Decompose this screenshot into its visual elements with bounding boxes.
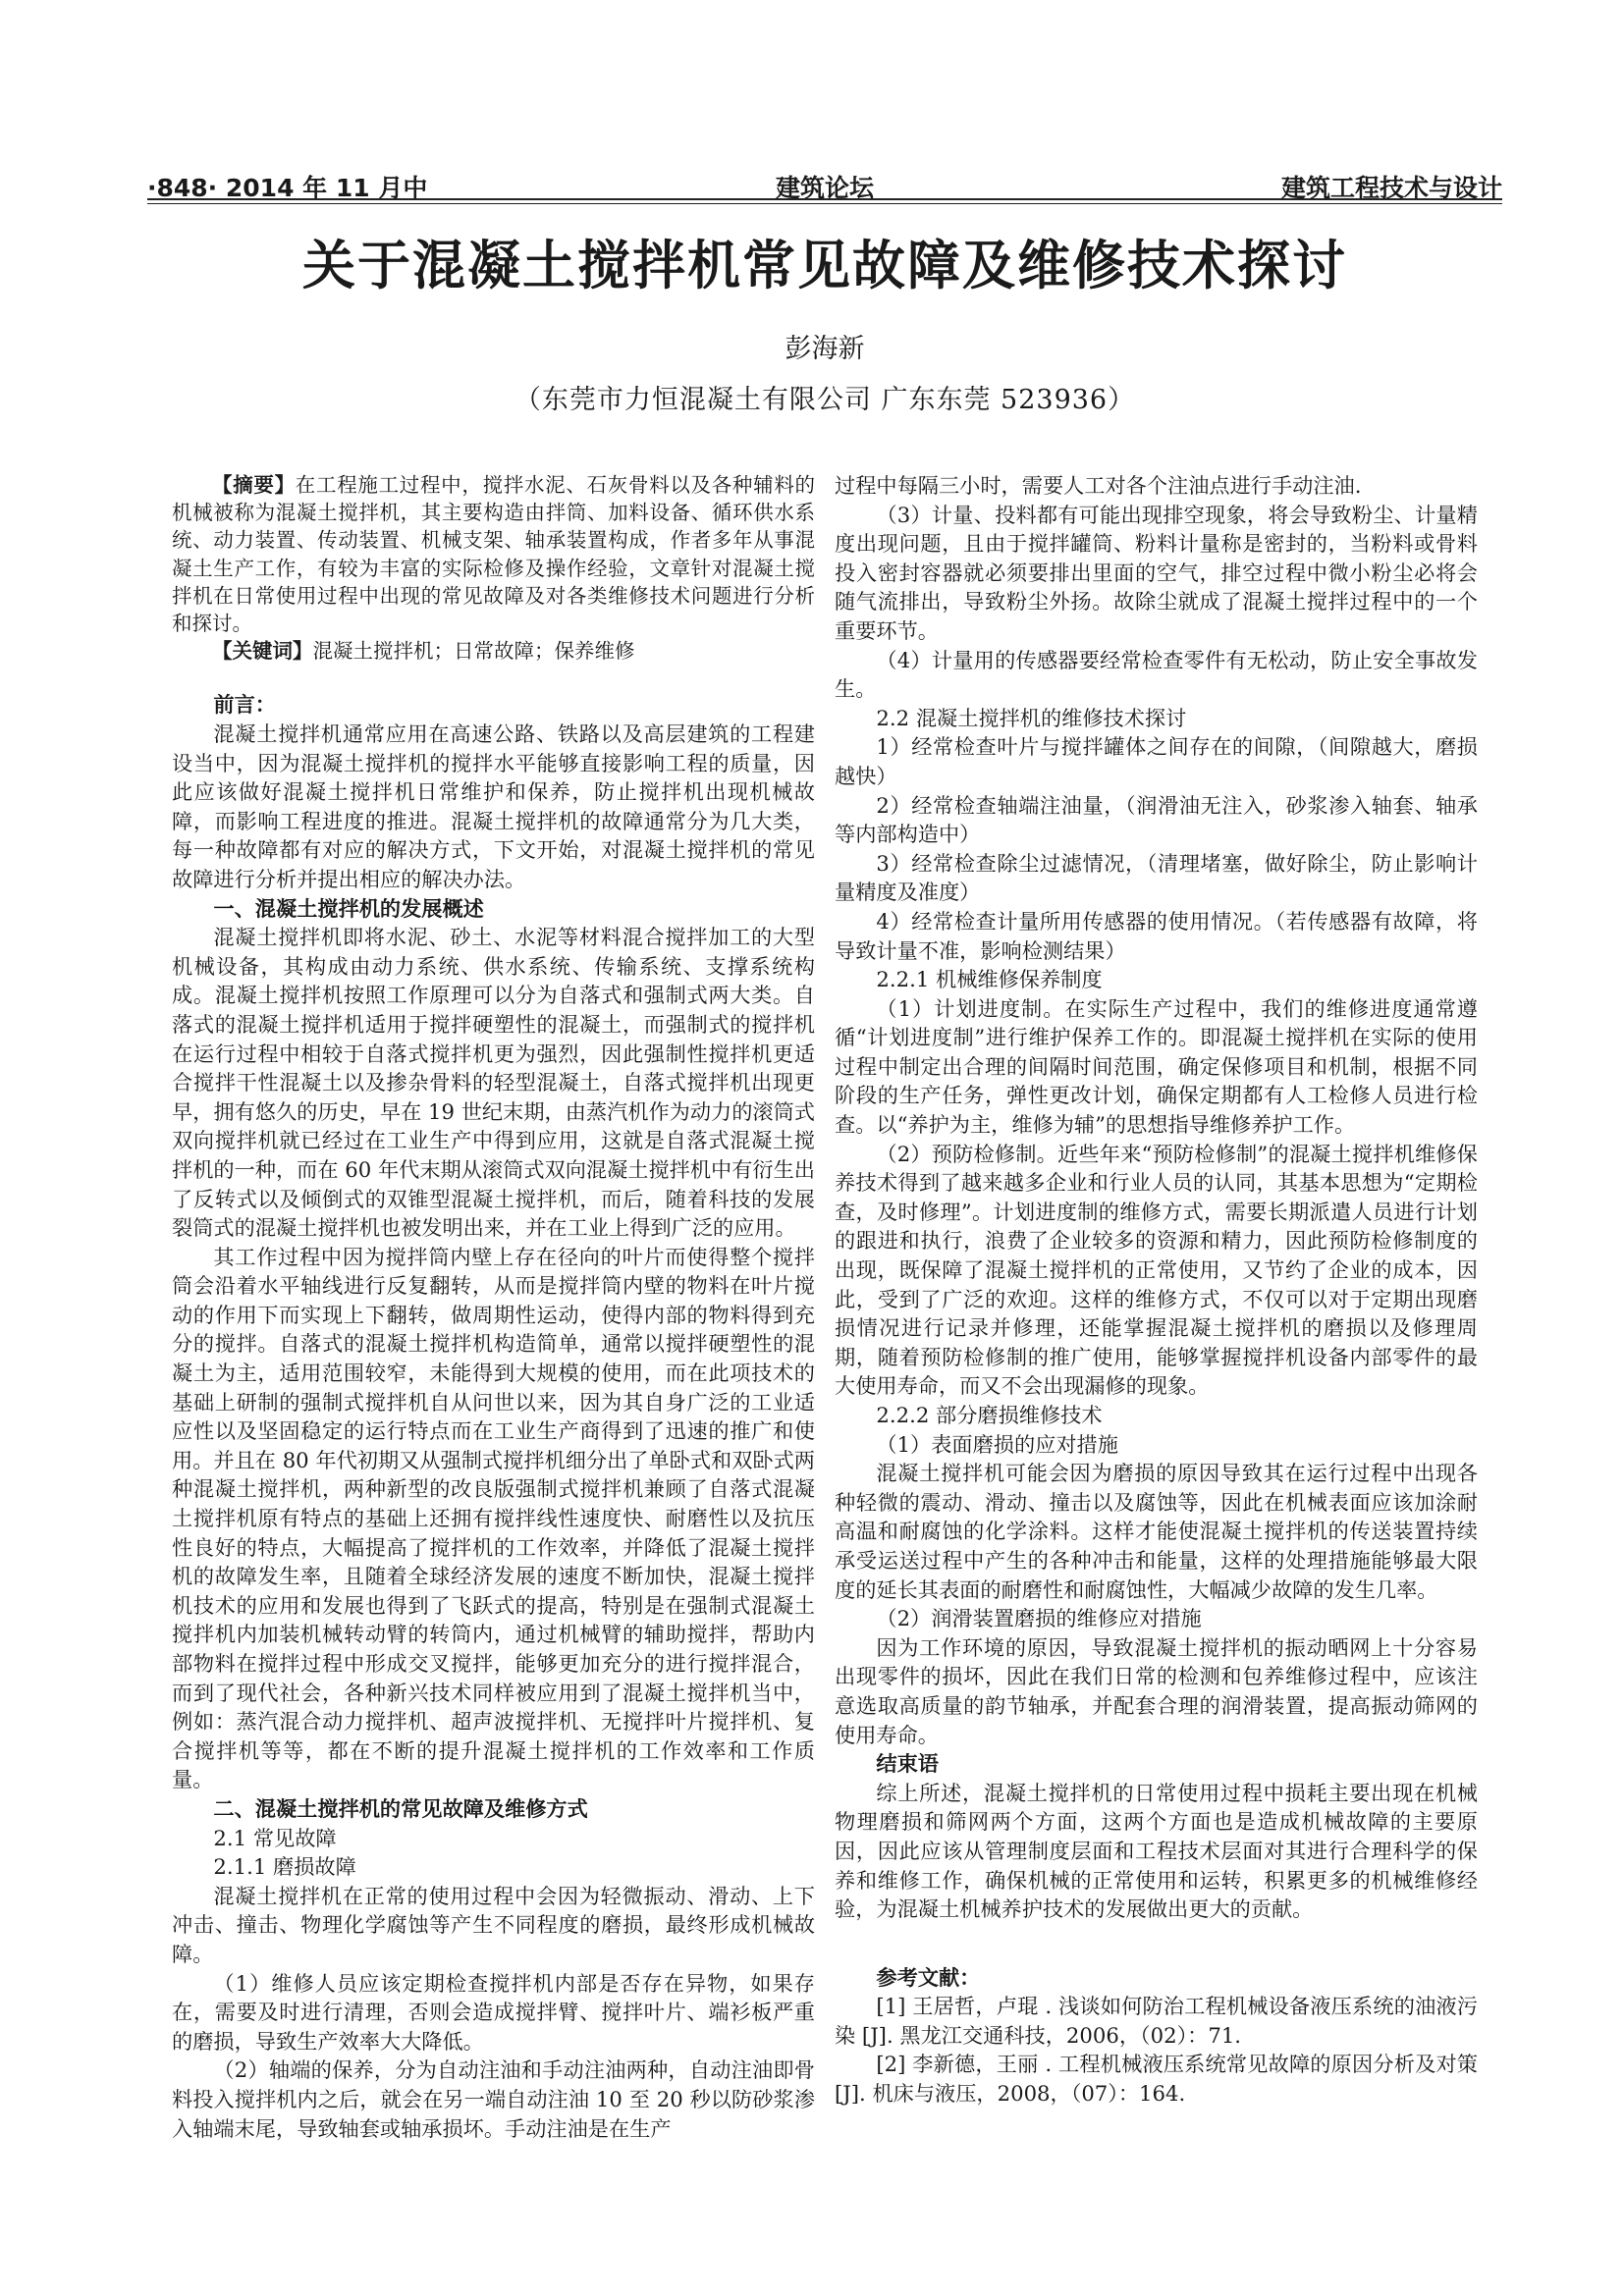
paragraph: （2）润滑装置磨损的维修应对措施	[876, 1606, 1202, 1631]
keywords-text: 混凝土搅拌机；日常故障；保养维修	[312, 639, 635, 664]
header-rule-thin	[147, 203, 1502, 204]
paragraph: 混凝土搅拌机即将水泥、砂土、水泥等材料混合搅拌加工的大型机械设备，其构成由动力系统、供水系统、传输系统、支撑系统构成。混凝土搅拌机按照工作原理可以分为自落式和强制式两大类。自落式的混凝土搅拌机适用于搅拌硬塑性的混凝土，而强制式的搅拌机在运行过程中相较于自落式搅拌机更为强烈，因此强制性搅拌机更适合搅拌干性混凝土以及掺杂骨料的轻型混凝土，自落式搅拌机出现更早，拥有悠久的历史，早在 19 世纪末期，由蒸汽机作为动力的滚筒式双向搅拌机就已经过在工业生产中得到应用，这就是自落式混凝土搅拌机的一种，而在 60 年代末期从滚筒式双向混凝土搅拌机中有衍生出了反转式以及倾倒式的双锥型混凝土搅拌机，而后，随着科技的发展裂筒式的混凝土搅拌机也被发明出来，并在工业上得到广泛的应用。	[172, 925, 815, 1241]
reference-item: [1] 王居哲，卢琨 . 浅谈如何防治工程机械设备液压系统的油液污染 [J]. 黑龙江交通科技，2006，（02）：71.	[835, 1994, 1478, 2048]
subsection-heading: 2.2.2 部分磨损维修技术	[876, 1403, 1103, 1427]
section-heading: 结束语	[876, 1751, 939, 1777]
abstract	[172, 471, 815, 637]
article-affiliation: （东莞市力恒混凝土有限公司 广东东莞 523936）	[514, 385, 1136, 415]
paragraph: （1）维修人员应该定期检查搅拌机内部是否存在异物，如果存在，需要及时进行清理，否则会造成搅拌臂、搅拌叶片、端衫板严重的磨损，导致生产效率大大降低。	[172, 1970, 815, 2054]
subsection-heading: 2.2.1 机械维修保养制度	[876, 967, 1103, 992]
paragraph: 因为工作环境的原因，导致混凝土搅拌机的振动晒网上十分容易出现零件的损坏，因此在我们日常的检测和包养维修过程中，应该注意选取高质量的韵节轴承，并配套合理的润滑装置，提高振动筛网的使用寿命。	[835, 1634, 1478, 1747]
reference-list	[835, 1992, 1478, 2108]
section-heading: 二、混凝土搅拌机的常见故障及维修方式	[213, 1795, 588, 1821]
left-body	[172, 690, 815, 2143]
paragraph: （2）预防检修制。近些年来“预防检修制”的混凝土搅拌机维修保养技术得到了越来越多企业和行业人员的认同，其基本思想为“定期检查，及时修理”。计划进度制的维修方式，需要长期派遣人员进行计划的跟进和执行，浪费了企业较多的资源和精力，因此预防检修制度的出现，既保障了混凝土搅拌机的正常使用，又节约了企业的成本，因此，受到了广泛的欢迎。这样的维修方式，不仅可以对于定期出现磨损情况进行记录并修理，还能掌握混凝土搅拌机的磨损以及修理周期，随着预防检修制的推广使用，能够掌握搅拌机设备内部零件的最大使用寿命，而又不会出现漏修的现象。	[835, 1141, 1478, 1399]
section-heading: 一、混凝土搅拌机的发展概述	[213, 895, 484, 921]
paragraph: 混凝土搅拌机在正常的使用过程中会因为轻微振动、滑动、上下冲击、撞击、物理化学腐蚀等产生不同程度的磨损，最终形成机械故障。	[172, 1883, 815, 1966]
abstract-text: 在工程施工过程中，搅拌水泥、石灰骨料以及各种辅料的机械被称为混凝土搅拌机，其主要构造由拌筒、加料设备、循环供水系统、动力装置、传动装置、机械支架、轴承装置构成，作者多年从事混凝土生产工作，有较为丰富的实际检修及操作经验，文章针对混凝土搅拌机在日常使用过程中出现的常见故障及对各类维修技术问题进行分析和探讨。	[172, 473, 816, 636]
paragraph: 2）经常检查轴端注油量，（润滑油无注入，砂浆渗入轴套、轴承等内部构造中）	[835, 792, 1478, 847]
paragraph: 过程中每隔三小时，需要人工对各个注油点进行手动注油.	[835, 473, 1362, 498]
spacer	[172, 665, 815, 690]
right-column	[835, 471, 1478, 2109]
paragraph: 混凝土搅拌机通常应用在高速公路、铁路以及高层建筑的工程建设当中，因为混凝土搅拌机的搅拌水平能够直接影响工程的质量，因此应该做好混凝土搅拌机日常维护和保养，防止搅拌机出现机械故障，而影响工程进度的推进。混凝土搅拌机的故障通常分为几大类，每一种故障都有对应的解决方式，下文开始，对混凝土搅拌机的常见故障进行分析并提出相应的解决办法。	[172, 721, 815, 891]
references	[835, 1963, 1478, 2109]
article-author: 彭海新	[785, 334, 865, 364]
article-title: 关于混凝土搅拌机常见故障及维修技术探讨	[302, 234, 1347, 296]
section-name: 建筑工程技术与设计	[1280, 174, 1502, 202]
paragraph: 4）经常检查计量所用传感器的使用情况。（若传感器有故障，将导致计量不准，影响检测结果）	[835, 908, 1478, 963]
paragraph: （1）表面磨损的应对措施	[876, 1431, 1118, 1457]
reference-item: [2] 李新德，王丽 . 工程机械液压系统常见故障的原因分析及对策 [J]. 机床与液压，2008，（07）：164.	[835, 2052, 1478, 2107]
paragraph: 混凝土搅拌机可能会因为磨损的原因导致其在运行过程中出现各种轻微的震动、滑动、撞击以及腐蚀等，因此在机械表面应该加涂耐高温和耐腐蚀的化学涂料。这样才能使混凝土搅拌机的传送装置持续承受运送过程中产生的各种冲击和能量，这样的处理措施能够最大限度的延长其表面的耐磨性和耐腐蚀性，大幅减少故障的发生几率。	[835, 1461, 1478, 1602]
abstract-label: 【摘要】	[212, 473, 296, 497]
subsection-heading: 2.1.1 磨损故障	[213, 1854, 356, 1880]
page-number-date: ·848· 2014 年 11 月中	[147, 174, 428, 202]
section-heading: 前言：	[213, 692, 276, 718]
left-column	[172, 471, 815, 2143]
paragraph: （2）轴端的保养，分为自动注油和手动注油两种，自动注油即骨料投入搅拌机内之后，就会在另一端自动注油 10 至 20 秒以防砂浆渗入轴端末尾，导致轴套或轴承损坏。手动注油是在生产	[172, 2057, 815, 2141]
paragraph: （4）计量用的传感器要经常检查零件有无松动，防止安全事故发生。	[835, 647, 1478, 702]
journal-name: 建筑论坛	[775, 174, 874, 202]
references-heading: 参考文献：	[876, 1964, 981, 1990]
paragraph: 3）经常检查除尘过滤情况，（清理堵塞，做好除尘，防止影响计量精度及准度）	[835, 850, 1478, 905]
paragraph: 1）经常检查叶片与搅拌罐体之间存在的间隙，（间隙越大，磨损越快）	[835, 734, 1478, 788]
paragraph: 综上所述，混凝土搅拌机的日常使用过程中损耗主要出现在机械物理磨损和筛网两个方面，这两个方面也是造成机械故障的主要原因，因此应该从管理制度层面和工程技术层面对其进行合理科学的保养和维修工作，确保机械的正常使用和运转，积累更多的机械维修经验，为混凝土机械养护技术的发展做出更大的贡献。	[835, 1780, 1478, 1922]
keywords	[172, 637, 815, 665]
paragraph: （1）计划进度制。在实际生产过程中，我们的维修进度通常遵循“计划进度制”进行维护保养工作的。即混凝土搅拌机在实际的使用过程中制定出合理的间隔时间范围，确定保修项目和机制，根据不同阶段的生产任务，弹性更改计划，确保定期都有人工检修人员进行检查。以“养护为主，维修为辅”的思想指导维修养护工作。	[835, 995, 1478, 1138]
subsection-heading: 2.2 混凝土搅拌机的维修技术探讨	[876, 705, 1187, 730]
keywords-label: 【关键词】	[212, 639, 313, 664]
paragraph: 其工作过程中因为搅拌筒内壁上存在径向的叶片而使得整个搅拌筒会沿着水平轴线进行反复翻转，从而是搅拌筒内壁的物料在叶片搅动的作用下而实现上下翻转，做周期性运动，使得内部的物料得到充分的搅拌。自落式的混凝土搅拌机构造简单，通常以搅拌硬塑性的混凝土为主，适用范围较窄，未能得到大规模的使用，而在此项技术的基础上研制的强制式搅拌机自从问世以来，因为其自身广泛的工业适应性以及坚固稳定的运行特点而在工业生产商得到了迅速的推广和使用。并且在 80 年代初期又从强制式搅拌机细分出了单卧式和双卧式两种混凝土搅拌机，两种新型的改良版强制式搅拌机兼顾了自落式混凝土搅拌机原有特点的基础上还拥有搅拌线性速度快、耐磨性以及抗压性良好的特点，大幅提高了搅拌机的工作效率，并降低了混凝土搅拌机的故障发生率，且随着全球经济发展的速度不断加快，混凝土搅拌机技术的应用和发展也得到了飞跃式的提高，特别是在强制式混凝土搅拌机内加装机械转动臂的转筒内，通过机械臂的辅助搅拌，帮助内部物料在搅拌过程中形成交叉搅拌，能够更加充分的进行搅拌混合，而到了现代社会，各种新兴技术同样被应用到了混凝土搅拌机当中，例如：蒸汽混合动力搅拌机、超声波搅拌机、无搅拌叶片搅拌机、复合搅拌机等等，都在不断的提升混凝土搅拌机的工作效率和工作质量。	[172, 1244, 815, 1792]
subsection-heading: 2.1 常见故障	[213, 1825, 337, 1850]
paragraph: （3）计量、投料都有可能出现排空现象，将会导致粉尘、计量精度出现问题，且由于搅拌罐筒、粉料计量称是密封的，当粉料或骨料投入密封容器就必须要排出里面的空气，排空过程中微小粉尘必将会随气流排出，导致粉尘外扬。故除尘就成了混凝土搅拌过程中的一个重要环节。	[835, 502, 1478, 643]
right-body	[835, 471, 1478, 1924]
header-rule	[147, 198, 1502, 200]
